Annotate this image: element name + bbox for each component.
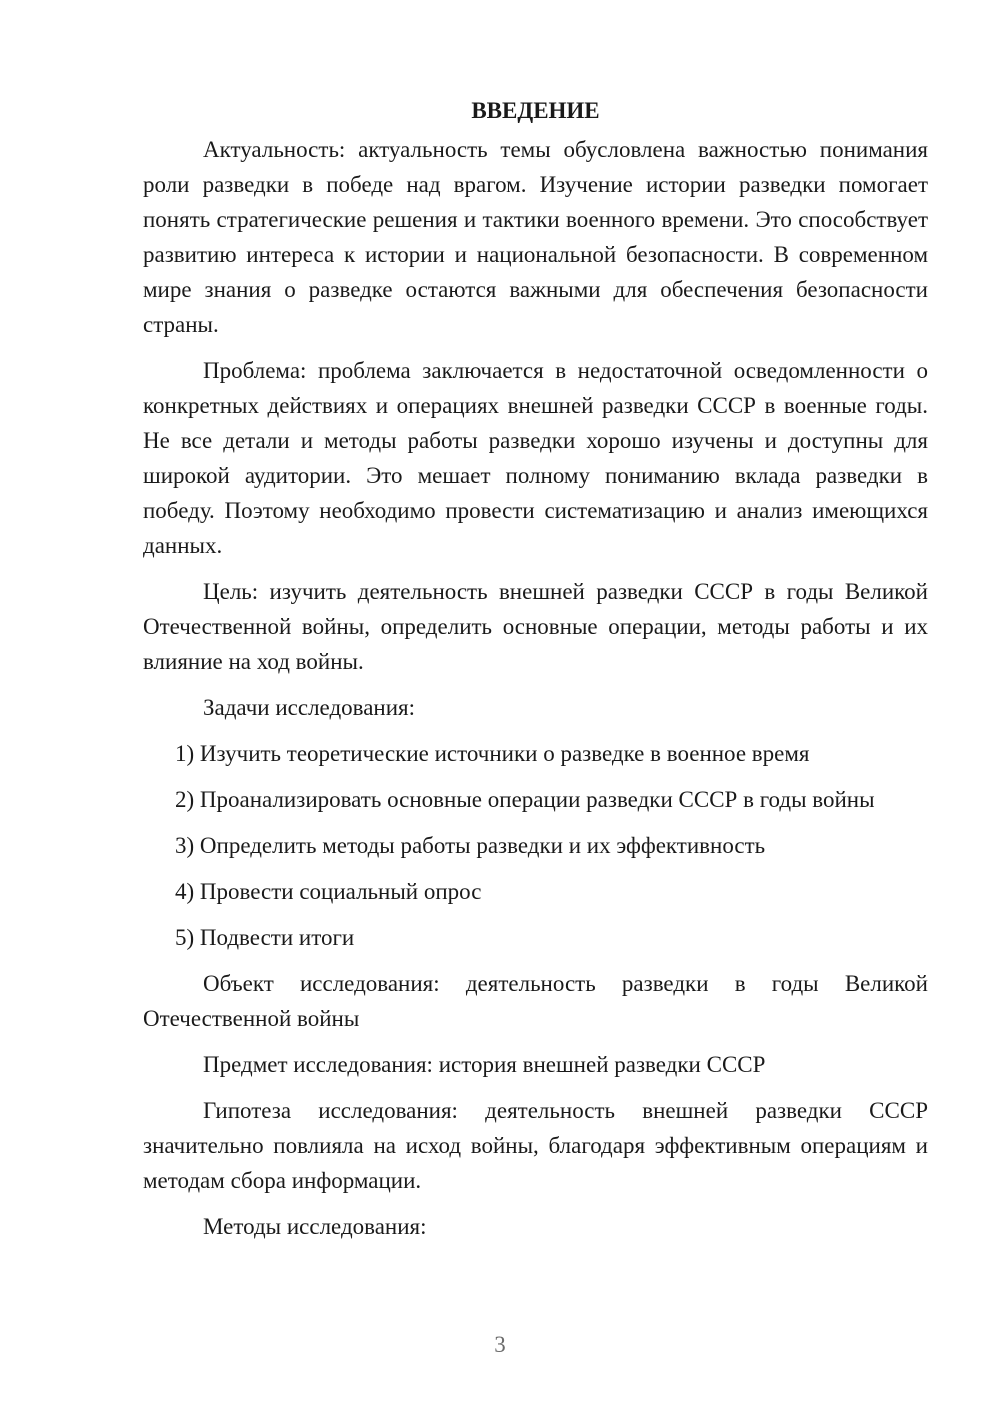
paragraph-subject: Предмет исследования: история внешней разведки СССР: [203, 1052, 766, 1077]
document-page: [143, 96, 928, 1255]
paragraph-relevance: Актуальность: актуальность темы обусловлена важностью понимания роли разведки в победе над врагом. Изучение истории разведки помогает понять стратегические решения и тактики военного времени. Это способствует развитию интереса к истории и национальной безопасности. В современном мире знания о разведке остаются важными для обеспечения безопасности страны.: [143, 137, 928, 337]
page-number: 3: [494, 1332, 506, 1357]
paragraph-problem: Проблема: проблема заключается в недостаточной осведомленности о конкретных действиях и операциях внешней разведки СССР в военные годы. Не все детали и методы работы разведки хорошо изучены и доступны для широкой аудитории. Это мешает полному пониманию вклада разведки в победу. Поэтому необходимо провести систематизацию и анализ имеющихся данных.: [143, 358, 928, 558]
task-item-1: 1) Изучить теоретические источники о разведке в военное время: [175, 741, 810, 766]
task-item-5: 5) Подвести итоги: [175, 925, 355, 950]
paragraph-tasks-heading: Задачи исследования:: [203, 695, 416, 720]
paragraph-hypothesis: Гипотеза исследования: деятельность внешней разведки СССР значительно повлияла на исход войны, благодаря эффективным операциям и методам сбора информации.: [143, 1098, 928, 1193]
task-item-4: 4) Провести социальный опрос: [175, 879, 482, 904]
paragraph-goal: Цель: изучить деятельность внешней разведки СССР в годы Великой Отечественной войны, определить основные операции, методы работы и их влияние на ход войны.: [143, 579, 928, 674]
task-item-3: 3) Определить методы работы разведки и их эффективность: [175, 833, 766, 858]
task-item-2: 2) Проанализировать основные операции разведки СССР в годы войны: [175, 787, 875, 812]
section-title: ВВЕДЕНИЕ: [471, 98, 600, 123]
paragraph-methods: Методы исследования:: [203, 1214, 427, 1239]
paragraph-object: Объект исследования: деятельность разведки в годы Великой Отечественной войны: [143, 971, 928, 1031]
